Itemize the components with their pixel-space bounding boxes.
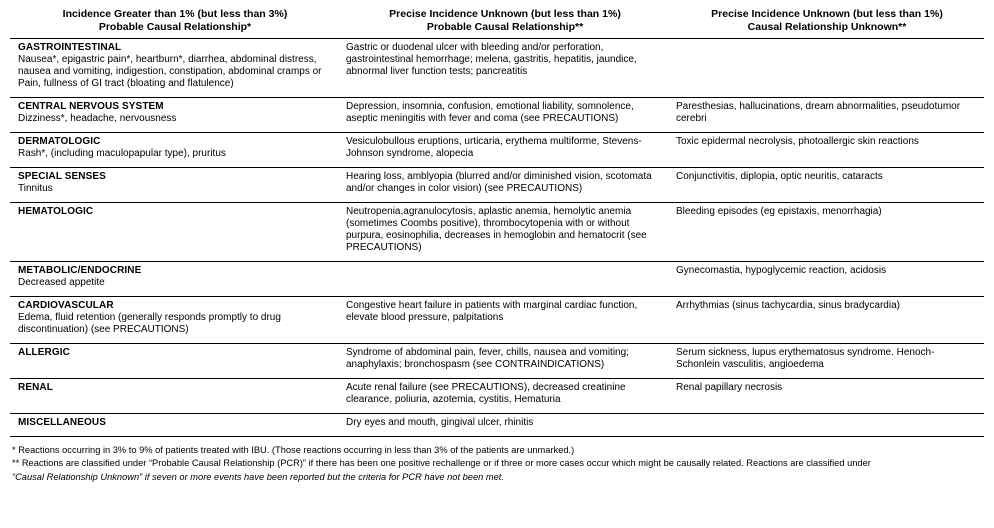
cell-text: Dizziness*, headache, nervousness <box>18 112 177 124</box>
row-cell-probable-cardiovascular: Congestive heart failure in patients with marginal cardiac function, elevate blood pressure, palpitations <box>340 296 670 343</box>
row-cell-probable-allergic: Syndrome of abdominal pain, fever, chills, nausea and vomiting; anaphylaxis; bronchospasm (see CONTRAINDICATIONS) <box>340 343 670 378</box>
category-label: HEMATOLOGIC <box>18 205 94 217</box>
table-row <box>10 413 984 436</box>
column-header-probable-causal-unknown-incidence: Precise Incidence Unknown (but less than 1%) Probable Causal Relationship** <box>340 6 670 38</box>
row-cell-category-gastrointestinal <box>10 38 340 97</box>
column-header-causal-relationship-unknown: Precise Incidence Unknown (but less than 1%) Causal Relationship Unknown** <box>670 6 984 38</box>
category-label: ALLERGIC <box>18 346 70 358</box>
row-cell-category-allergic <box>10 343 340 378</box>
row-cell-unknown-cardiovascular: Arrhythmias (sinus tachycardia, sinus bradycardia) <box>670 296 984 343</box>
row-cell-category-dermatologic <box>10 132 340 167</box>
adverse-reactions-table <box>10 6 984 437</box>
table-body <box>10 38 984 436</box>
row-cell-unknown-cns: Paresthesias, hallucinations, dream abnormalities, pseudotumor cerebri <box>670 97 984 132</box>
table-row <box>10 38 984 97</box>
row-cell-probable-gastrointestinal: Gastric or duodenal ulcer with bleeding and/or perforation, gastrointestinal hemorrhage; melena, gastritis, hepatitis, jaundice, abnormal liver function tests; pancreatitis <box>340 38 670 97</box>
row-cell-unknown-gastrointestinal <box>670 38 984 97</box>
table-row <box>10 132 984 167</box>
row-cell-probable-hematologic: Neutropenia,agranulocytosis, aplastic anemia, hemolytic anemia (sometimes Coombs positive), thrombocytopenia with or without purpura, eosinophilia, decreases in hemoglobin and hematocrit (see PRECAUTIONS) <box>340 202 670 261</box>
table-row <box>10 296 984 343</box>
footnote-double-asterisk: ** Reactions are classified under “Probable Causal Relationship (PCR)” if there has been one positive rechallenge or if three or more cases occur which might be causally related. Reactions are classified under <box>12 458 871 469</box>
category-label: DERMATOLOGIC <box>18 135 101 147</box>
category-label: RENAL <box>18 381 53 393</box>
row-cell-probable-cns: Depression, insomnia, confusion, emotional liability, somnolence, aseptic meningitis with fever and coma (see PRECAUTIONS) <box>340 97 670 132</box>
category-label: METABOLIC/ENDOCRINE <box>18 264 142 276</box>
row-cell-probable-special-senses: Hearing loss, amblyopia (blurred and/or diminished vision, scotomata and/or changes in color vision) (see PRECAUTIONS) <box>340 167 670 202</box>
row-cell-unknown-miscellaneous <box>670 413 984 436</box>
row-cell-category-special-senses <box>10 167 340 202</box>
column-header-incidence-greater-1pct: Incidence Greater than 1% (but less than 3%) Probable Causal Relationship* <box>10 6 340 38</box>
row-cell-category-cardiovascular <box>10 296 340 343</box>
row-cell-category-hematologic <box>10 202 340 261</box>
cell-text: Tinnitus <box>18 182 53 194</box>
row-cell-probable-renal: Acute renal failure (see PRECAUTIONS), decreased creatinine clearance, poliuria, azotemia, cystitis, Hematuria <box>340 378 670 413</box>
cell-text: Decreased appetite <box>18 276 105 288</box>
row-cell-probable-dermatologic: Vesiculobullous eruptions, urticaria, erythema multiforme, Stevens-Johnson syndrome, alopecia <box>340 132 670 167</box>
footnotes <box>10 444 984 484</box>
table-row <box>10 167 984 202</box>
row-cell-unknown-dermatologic: Toxic epidermal necrolysis, photoallergic skin reactions <box>670 132 984 167</box>
category-label: CENTRAL NERVOUS SYSTEM <box>18 100 164 112</box>
row-cell-category-metabolic-endocrine <box>10 261 340 296</box>
cell-text: Rash*, (including maculopapular type), pruritus <box>18 147 226 159</box>
table-row <box>10 261 984 296</box>
category-label: MISCELLANEOUS <box>18 416 106 428</box>
row-cell-unknown-renal: Renal papillary necrosis <box>670 378 984 413</box>
row-cell-probable-metabolic-endocrine <box>340 261 670 296</box>
table-header <box>10 6 984 38</box>
table-row <box>10 378 984 413</box>
footnote-double-asterisk-continued: “Causal Relationship Unknown” if seven or more events have been reported but the criteria for PCR have not been met. <box>12 471 504 482</box>
footnote-single-asterisk: * Reactions occurring in 3% to 9% of patients treated with IBU. (Those reactions occurring in less than 3% of the patients are unmarked.) <box>12 444 575 455</box>
table-header-row <box>10 6 984 38</box>
row-cell-category-cns <box>10 97 340 132</box>
table-row <box>10 343 984 378</box>
row-cell-unknown-special-senses: Conjunctivitis, diplopia, optic neuritis, cataracts <box>670 167 984 202</box>
row-cell-unknown-hematologic: Bleeding episodes (eg epistaxis, menorrhagia) <box>670 202 984 261</box>
row-cell-probable-miscellaneous: Dry eyes and mouth, gingival ulcer, rhinitis <box>340 413 670 436</box>
row-cell-unknown-metabolic-endocrine: Gynecomastia, hypoglycemic reaction, acidosis <box>670 261 984 296</box>
category-label: CARDIOVASCULAR <box>18 299 114 311</box>
category-label: SPECIAL SENSES <box>18 170 106 182</box>
table-row <box>10 202 984 261</box>
row-cell-category-miscellaneous <box>10 413 340 436</box>
category-label: GASTROINTESTINAL <box>18 41 122 53</box>
cell-text: Edema, fluid retention (generally responds promptly to drug discontinuation) (see PRECAUTIONS) <box>18 311 281 335</box>
row-cell-unknown-allergic: Serum sickness, lupus erythematosus syndrome. Henoch-Schonlein vasculitis, angioedema <box>670 343 984 378</box>
cell-text: Nausea*, epigastric pain*, heartburn*, diarrhea, abdominal distress, nausea and vomiting, indigestion, constipation, abdominal cramps or Pain, fullness of GI tract (bloating and flatulence) <box>18 53 322 89</box>
row-cell-category-renal <box>10 378 340 413</box>
table-row <box>10 97 984 132</box>
